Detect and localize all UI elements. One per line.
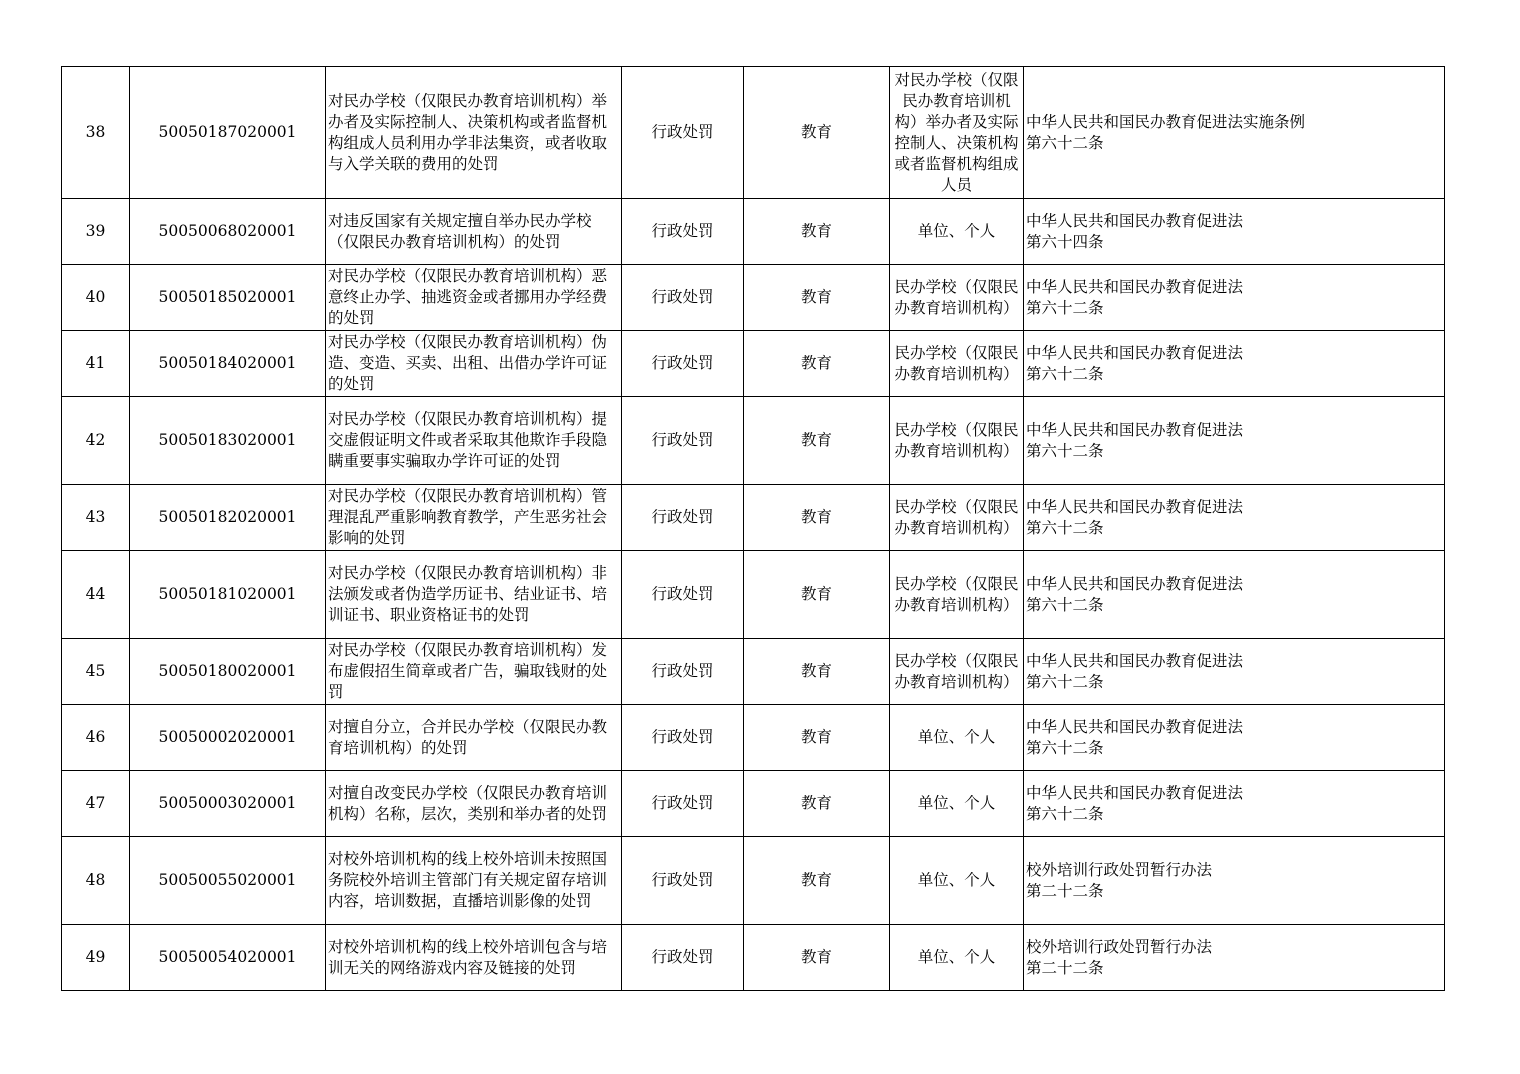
legal-basis-article: 第六十二条: [1026, 364, 1104, 383]
cell-item-code: 50050183020001: [130, 397, 326, 485]
legal-basis-article: 第六十四条: [1026, 232, 1104, 251]
cell-item-code: 50050187020001: [130, 67, 326, 199]
cell-number: 38: [62, 67, 130, 199]
legal-basis-article: 第六十二条: [1026, 595, 1104, 614]
cell-item-type: 行政处罚: [622, 67, 744, 199]
cell-number: 48: [62, 837, 130, 925]
cell-domain: 教育: [744, 485, 890, 551]
cell-target: 民办学校（仅限民办教育培训机构）: [890, 331, 1024, 397]
legal-basis-law: 中华人民共和国民办教育促进法: [1026, 574, 1244, 593]
table-row: [62, 199, 1445, 265]
legal-basis-article: 第六十二条: [1026, 133, 1104, 152]
legal-basis-law: 中华人民共和国民办教育促进法: [1026, 277, 1244, 296]
legal-basis-article: 第六十二条: [1026, 672, 1104, 691]
cell-item-type: 行政处罚: [622, 771, 744, 837]
cell-item-code: 50050185020001: [130, 265, 326, 331]
cell-item-type: 行政处罚: [622, 551, 744, 639]
cell-domain: 教育: [744, 265, 890, 331]
legal-basis-article: 第六十二条: [1026, 738, 1104, 757]
cell-item-name: 对校外培训机构的线上校外培训未按照国务院校外培训主管部门有关规定留存培训内容，培训数据，直播培训影像的处罚: [326, 837, 622, 925]
legal-basis-law: 中华人民共和国民办教育促进法: [1026, 343, 1244, 362]
cell-domain: 教育: [744, 705, 890, 771]
cell-item-type: 行政处罚: [622, 925, 744, 991]
cell-item-code: 50050054020001: [130, 925, 326, 991]
cell-number: 49: [62, 925, 130, 991]
cell-legal-basis: [1024, 331, 1445, 397]
cell-item-name: 对民办学校（仅限民办教育培训机构）非法颁发或者伪造学历证书、结业证书、培训证书、职业资格证书的处罚: [326, 551, 622, 639]
cell-legal-basis: [1024, 771, 1445, 837]
cell-target: 民办学校（仅限民办教育培训机构）: [890, 639, 1024, 705]
table-row: [62, 639, 1445, 705]
cell-domain: 教育: [744, 639, 890, 705]
cell-target: 民办学校（仅限民办教育培训机构）: [890, 265, 1024, 331]
cell-number: 45: [62, 639, 130, 705]
cell-legal-basis: [1024, 485, 1445, 551]
cell-legal-basis: [1024, 837, 1445, 925]
cell-domain: 教育: [744, 837, 890, 925]
legal-basis-article: 第六十二条: [1026, 298, 1104, 317]
cell-item-type: 行政处罚: [622, 265, 744, 331]
table-row: [62, 331, 1445, 397]
legal-basis-law: 中华人民共和国民办教育促进法实施条例: [1026, 112, 1306, 131]
cell-item-type: 行政处罚: [622, 397, 744, 485]
legal-basis-article: 第六十二条: [1026, 441, 1104, 460]
cell-item-code: 50050068020001: [130, 199, 326, 265]
legal-basis-law: 中华人民共和国民办教育促进法: [1026, 783, 1244, 802]
cell-item-type: 行政处罚: [622, 199, 744, 265]
cell-item-code: 50050055020001: [130, 837, 326, 925]
cell-number: 43: [62, 485, 130, 551]
cell-number: 42: [62, 397, 130, 485]
penalty-items-table: [61, 66, 1445, 991]
legal-basis-article: 第六十二条: [1026, 804, 1104, 823]
cell-number: 40: [62, 265, 130, 331]
cell-legal-basis: [1024, 397, 1445, 485]
legal-basis-law: 中华人民共和国民办教育促进法: [1026, 420, 1244, 439]
cell-number: 47: [62, 771, 130, 837]
cell-target: 单位、个人: [890, 705, 1024, 771]
legal-basis-article: 第六十二条: [1026, 518, 1104, 537]
cell-item-code: 50050002020001: [130, 705, 326, 771]
legal-basis-article: 第二十二条: [1026, 881, 1104, 900]
cell-legal-basis: [1024, 265, 1445, 331]
cell-target: 单位、个人: [890, 837, 1024, 925]
table-row: [62, 925, 1445, 991]
cell-legal-basis: [1024, 639, 1445, 705]
table-row: [62, 485, 1445, 551]
cell-item-name: 对民办学校（仅限民办教育培训机构）提交虚假证明文件或者采取其他欺诈手段隐瞒重要事实骗取办学许可证的处罚: [326, 397, 622, 485]
cell-item-type: 行政处罚: [622, 639, 744, 705]
cell-item-code: 50050182020001: [130, 485, 326, 551]
legal-basis-law: 中华人民共和国民办教育促进法: [1026, 717, 1244, 736]
cell-domain: 教育: [744, 397, 890, 485]
legal-basis-article: 第二十二条: [1026, 958, 1104, 977]
cell-item-type: 行政处罚: [622, 837, 744, 925]
table-row: [62, 265, 1445, 331]
cell-target: 对民办学校（仅限民办教育培训机构）举办者及实际控制人、决策机构或者监督机构组成人员: [890, 67, 1024, 199]
cell-domain: 教育: [744, 551, 890, 639]
table-row: [62, 551, 1445, 639]
legal-basis-law: 中华人民共和国民办教育促进法: [1026, 497, 1244, 516]
cell-item-name: 对擅自分立，合并民办学校（仅限民办教育培训机构）的处罚: [326, 705, 622, 771]
cell-item-type: 行政处罚: [622, 485, 744, 551]
cell-legal-basis: [1024, 199, 1445, 265]
cell-number: 46: [62, 705, 130, 771]
legal-basis-law: 中华人民共和国民办教育促进法: [1026, 651, 1244, 670]
cell-item-name: 对民办学校（仅限民办教育培训机构）举办者及实际控制人、决策机构或者监督机构组成人员利用办学非法集资，或者收取与入学关联的费用的处罚: [326, 67, 622, 199]
cell-legal-basis: [1024, 705, 1445, 771]
cell-target: 单位、个人: [890, 199, 1024, 265]
cell-legal-basis: [1024, 925, 1445, 991]
table-row: [62, 771, 1445, 837]
cell-domain: 教育: [744, 925, 890, 991]
cell-legal-basis: [1024, 67, 1445, 199]
cell-target: 单位、个人: [890, 771, 1024, 837]
table-row: [62, 397, 1445, 485]
table-body: [62, 67, 1445, 991]
cell-number: 39: [62, 199, 130, 265]
cell-target: 单位、个人: [890, 925, 1024, 991]
cell-item-code: 50050180020001: [130, 639, 326, 705]
cell-item-name: 对擅自改变民办学校（仅限民办教育培训机构）名称，层次，类别和举办者的处罚: [326, 771, 622, 837]
cell-target: 民办学校（仅限民办教育培训机构）: [890, 551, 1024, 639]
table-row: [62, 67, 1445, 199]
cell-item-name: 对民办学校（仅限民办教育培训机构）伪造、变造、买卖、出租、出借办学许可证的处罚: [326, 331, 622, 397]
cell-item-code: 50050003020001: [130, 771, 326, 837]
cell-domain: 教育: [744, 199, 890, 265]
cell-item-name: 对民办学校（仅限民办教育培训机构）发布虚假招生简章或者广告，骗取钱财的处罚: [326, 639, 622, 705]
cell-item-name: 对违反国家有关规定擅自举办民办学校（仅限民办教育培训机构）的处罚: [326, 199, 622, 265]
cell-number: 41: [62, 331, 130, 397]
cell-target: 民办学校（仅限民办教育培训机构）: [890, 485, 1024, 551]
cell-target: 民办学校（仅限民办教育培训机构）: [890, 397, 1024, 485]
cell-item-code: 50050184020001: [130, 331, 326, 397]
legal-basis-law: 校外培训行政处罚暂行办法: [1026, 860, 1213, 879]
cell-item-name: 对民办学校（仅限民办教育培训机构）恶意终止办学、抽逃资金或者挪用办学经费的处罚: [326, 265, 622, 331]
cell-item-type: 行政处罚: [622, 705, 744, 771]
cell-item-name: 对民办学校（仅限民办教育培训机构）管理混乱严重影响教育教学，产生恶劣社会影响的处罚: [326, 485, 622, 551]
cell-item-name: 对校外培训机构的线上校外培训包含与培训无关的网络游戏内容及链接的处罚: [326, 925, 622, 991]
table-row: [62, 705, 1445, 771]
cell-item-code: 50050181020001: [130, 551, 326, 639]
legal-basis-law: 校外培训行政处罚暂行办法: [1026, 937, 1213, 956]
cell-item-type: 行政处罚: [622, 331, 744, 397]
cell-domain: 教育: [744, 771, 890, 837]
cell-domain: 教育: [744, 331, 890, 397]
table-row: [62, 837, 1445, 925]
cell-legal-basis: [1024, 551, 1445, 639]
cell-domain: 教育: [744, 67, 890, 199]
legal-basis-law: 中华人民共和国民办教育促进法: [1026, 211, 1244, 230]
cell-number: 44: [62, 551, 130, 639]
